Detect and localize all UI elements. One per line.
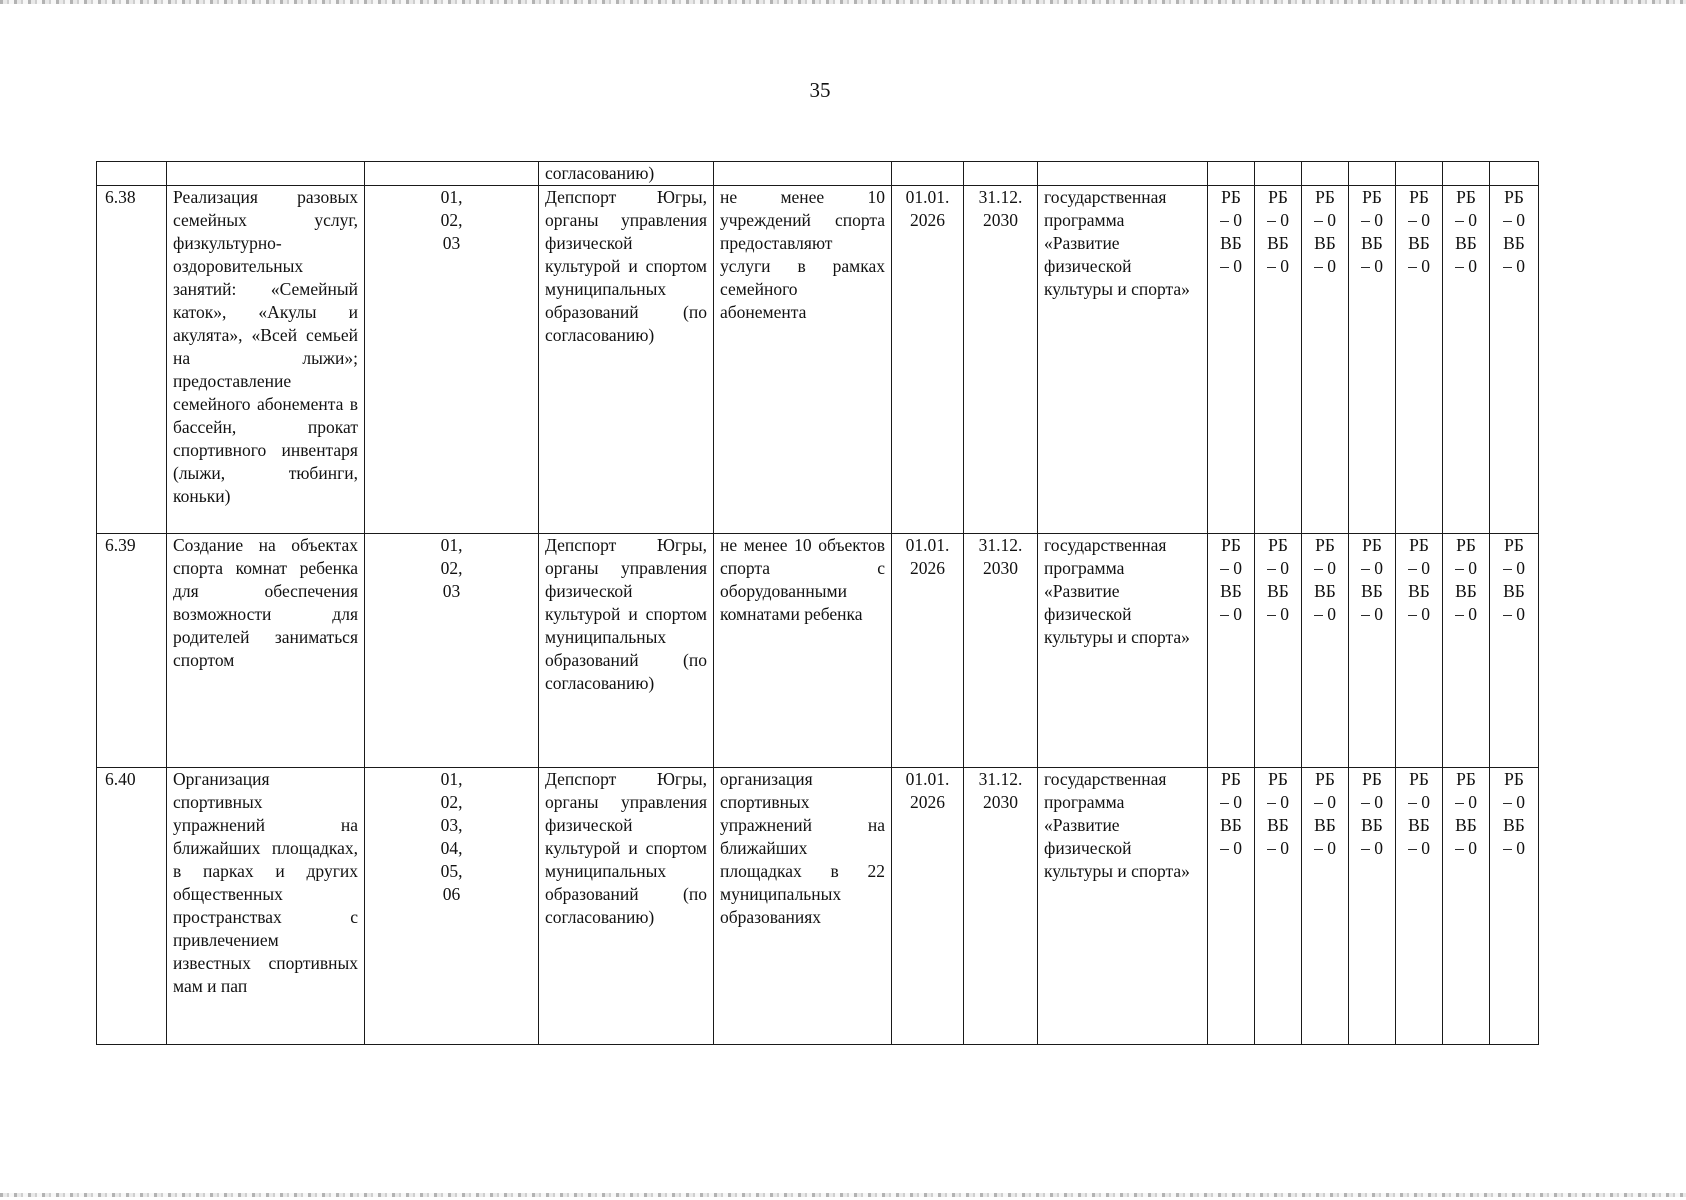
funding-cell: РБ – 0 ВБ – 0 — [1396, 768, 1443, 1045]
scan-top-edge — [0, 0, 1686, 4]
funding-cell: РБ – 0 ВБ – 0 — [1255, 186, 1302, 534]
cell-funding — [1349, 162, 1396, 186]
table-row-6-39 — [97, 534, 1539, 768]
cell-funding — [1302, 162, 1349, 186]
end-date: 31.12. 2030 — [964, 768, 1038, 1045]
start-date: 01.01. 2026 — [892, 186, 964, 534]
funding-cell: РБ – 0 ВБ – 0 — [1349, 768, 1396, 1045]
result-text: не менее 10 объектов спорта с оборудованными комнатами ребенка — [714, 534, 892, 768]
start-date: 01.01. 2026 — [892, 768, 964, 1045]
page-number: 35 — [809, 78, 831, 102]
codes-cell: 01, 02, 03, 04, 05, 06 — [365, 768, 539, 1045]
funding-cell: РБ – 0 ВБ – 0 — [1255, 534, 1302, 768]
activity-table — [96, 161, 1539, 1045]
funding-cell: РБ – 0 ВБ – 0 — [1349, 186, 1396, 534]
cell-funding — [1208, 162, 1255, 186]
start-date: 01.01. 2026 — [892, 534, 964, 768]
funding-cell: РБ – 0 ВБ – 0 — [1443, 534, 1490, 768]
funding-cell: РБ – 0 ВБ – 0 — [1302, 534, 1349, 768]
row-number: 6.38 — [97, 186, 167, 534]
funding-cell: РБ – 0 ВБ – 0 — [1490, 186, 1539, 534]
activity-text: Создание на объектах спорта комнат ребенка для обеспечения возможности для родителей заниматься спортом — [167, 534, 365, 768]
cell-funding — [1255, 162, 1302, 186]
cell-funding — [1396, 162, 1443, 186]
cell-start-date — [892, 162, 964, 186]
cell-executor: согласованию) — [539, 162, 714, 186]
cell-program — [1038, 162, 1208, 186]
table-row-6-40 — [97, 768, 1539, 1045]
funding-cell: РБ – 0 ВБ – 0 — [1490, 768, 1539, 1045]
table-row-6-38 — [97, 186, 1539, 534]
funding-cell: РБ – 0 ВБ – 0 — [1208, 186, 1255, 534]
codes-cell: 01, 02, 03 — [365, 534, 539, 768]
row-number: 6.40 — [97, 768, 167, 1045]
activity-text: Реализация разовых семейных услуг, физкультурно-оздоровительных занятий: «Семейный каток», «Акулы и акулята», «Всей семьей на лыжи»; предоставление семейного абонемента в бассейн, прокат спортивного инвентаря (лыжи, тюбинги, коньки) — [167, 186, 365, 534]
funding-cell: РБ – 0 ВБ – 0 — [1443, 768, 1490, 1045]
cell-funding — [1490, 162, 1539, 186]
row-number: 6.39 — [97, 534, 167, 768]
funding-cell: РБ – 0 ВБ – 0 — [1490, 534, 1539, 768]
funding-cell: РБ – 0 ВБ – 0 — [1302, 768, 1349, 1045]
codes-cell: 01, 02, 03 — [365, 186, 539, 534]
result-text: организация спортивных упражнений на ближайших площадках в 22 муниципальных образованиях — [714, 768, 892, 1045]
activity-text: Организация спортивных упражнений на ближайших площадках, в парках и других общественных пространствах с привлечением известных спортивных мам и пап — [167, 768, 365, 1045]
cell-activity — [167, 162, 365, 186]
funding-cell: РБ – 0 ВБ – 0 — [1443, 186, 1490, 534]
cell-funding — [1443, 162, 1490, 186]
executor-text: Депспорт Югры, органы управления физической культурой и спортом муниципальных образований (по согласованию) — [539, 534, 714, 768]
cell-codes — [365, 162, 539, 186]
executor-text: Депспорт Югры, органы управления физической культурой и спортом муниципальных образований (по согласованию) — [539, 768, 714, 1045]
cell-end-date — [964, 162, 1038, 186]
funding-cell: РБ – 0 ВБ – 0 — [1396, 534, 1443, 768]
cell-number — [97, 162, 167, 186]
executor-text: Депспорт Югры, органы управления физической культурой и спортом муниципальных образований (по согласованию) — [539, 186, 714, 534]
end-date: 31.12. 2030 — [964, 186, 1038, 534]
funding-cell: РБ – 0 ВБ – 0 — [1255, 768, 1302, 1045]
funding-cell: РБ – 0 ВБ – 0 — [1208, 534, 1255, 768]
cell-result — [714, 162, 892, 186]
continuation-row — [97, 162, 1539, 186]
scan-bottom-edge — [0, 1193, 1686, 1197]
program-text: государственная программа «Развитие физической культуры и спорта» — [1038, 534, 1208, 768]
funding-cell: РБ – 0 ВБ – 0 — [1208, 768, 1255, 1045]
program-text: государственная программа «Развитие физической культуры и спорта» — [1038, 186, 1208, 534]
funding-cell: РБ – 0 ВБ – 0 — [1302, 186, 1349, 534]
end-date: 31.12. 2030 — [964, 534, 1038, 768]
funding-cell: РБ – 0 ВБ – 0 — [1349, 534, 1396, 768]
program-text: государственная программа «Развитие физической культуры и спорта» — [1038, 768, 1208, 1045]
result-text: не менее 10 учреждений спорта предоставляют услуги в рамках семейного абонемента — [714, 186, 892, 534]
funding-cell: РБ – 0 ВБ – 0 — [1396, 186, 1443, 534]
